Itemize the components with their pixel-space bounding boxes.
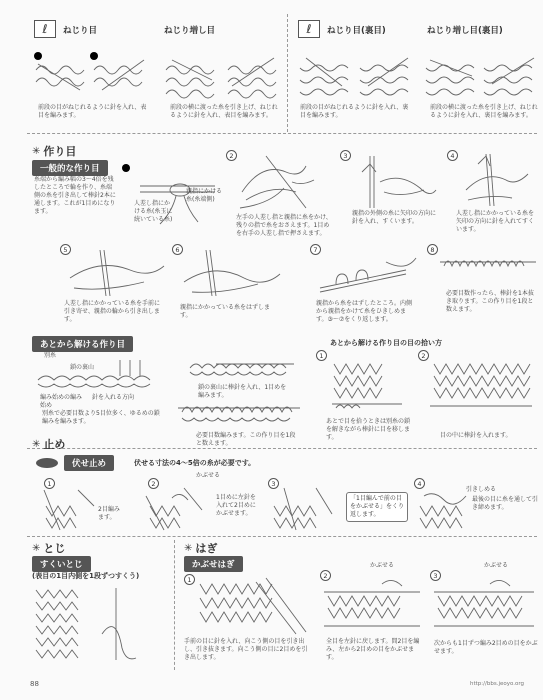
cast-on-step7-illustration (316, 248, 426, 298)
svg-text:2: 2 (92, 54, 96, 60)
long-tail-cast-on-label: 一般的な作り目 (32, 160, 108, 176)
bind-off-symbol-icon (36, 458, 58, 468)
star-icon: ✳ (32, 542, 41, 554)
twisted-increase-title: ねじり増し目 (164, 26, 216, 36)
bindoff-cover-caption: 1目めに左針を入れて2目めにかぶせます。 (216, 494, 256, 517)
provisional-step3-illustration (176, 398, 302, 428)
cast-on-step4-caption: 人差し指にかかっている糸を矢印の方向に針を入れてすくいます。 (456, 210, 535, 233)
twisted-stitch-illustration (32, 50, 150, 102)
step6-number: 6 (172, 244, 183, 255)
bind-off-heading-text: 止め (43, 438, 66, 451)
start-of-chain-label: 編み始めの編み始め (40, 394, 83, 409)
bindoff-step4-illustration (414, 490, 470, 536)
bindoff-step4-number: 4 (414, 478, 425, 489)
chain-back-bump-label: 鎖の裏山 (70, 364, 95, 371)
join-pass-over-label-1: かぶせる (370, 562, 395, 569)
svg-text:1: 1 (124, 166, 128, 172)
join-caption3: 次からも1目ずつ編み2目めの目をかぶせます。 (434, 640, 538, 655)
join-step1-illustration (196, 574, 312, 636)
join-step3-number: 3 (430, 570, 441, 581)
svg-text:1: 1 (36, 54, 40, 60)
cast-on-step5-caption: 人差し指にかかっている糸を手前に引き寄せ、親指の輪から引き出します。 (64, 300, 161, 323)
lower-divider (27, 536, 537, 537)
twisted-purl-increase-caption: 前段の横に渡った糸を引き上げ、ねじれるように針を入れ、裏目を編みます。 (430, 104, 538, 119)
bindoff-last-caption: 最後の目に糸を通して引き締めます。 (472, 496, 539, 511)
join-step2-illustration (322, 578, 422, 636)
bindoff-step2-illustration (144, 486, 204, 534)
cast-on-step3-illustration (350, 152, 440, 210)
cast-on-section-heading (32, 143, 76, 159)
join-pass-over-label-2: かぶせる (484, 562, 509, 569)
top-middle-divider (287, 14, 288, 132)
step3-number: 3 (340, 150, 351, 161)
twisted-purl-symbol-icon: ℓ (298, 20, 320, 38)
cast-on-step2-illustration (236, 152, 332, 212)
pickup-caption1: あとで目を拾うときは別糸の鎖を解きながら棒針に目を移します。 (326, 418, 411, 441)
join-section-heading (184, 540, 217, 556)
bindoff-knit2-caption: 2目編みます。 (98, 506, 120, 521)
page-number: 88 (30, 680, 39, 688)
provisional-step2-illustration (186, 344, 296, 384)
bindoff-tighten-label: 引きしめる (466, 486, 497, 493)
step5-number: 5 (60, 244, 71, 255)
seam-section-heading (32, 540, 65, 556)
cast-on-step4-illustration (456, 150, 536, 208)
twisted-purl-illustration (296, 50, 414, 102)
three-needle-bind-off-label: かぶせはぎ (184, 556, 243, 572)
pickup-step2-number: 2 (418, 350, 429, 361)
twisted-purl-caption: 前段の目がねじれるように針を入れ、裏目を編みます。 (300, 104, 409, 119)
twisted-stitch-caption: 前段の目がねじれるように針を入れ、表目を編みます。 (38, 104, 147, 119)
index-finger-yarn-label: 人差し指にかける糸(糸玉に続いている糸) (134, 200, 173, 223)
cast-on-step6-illustration (176, 248, 286, 298)
join-step3-illustration (432, 578, 536, 636)
twisted-increase-illustration (162, 50, 280, 102)
twisted-purl-increase-illustration (422, 50, 538, 102)
step4-number: 4 (447, 150, 458, 161)
middle-divider (27, 448, 537, 449)
twisted-stitch-symbol-icon: ℓ (34, 20, 56, 38)
provisional-caption1: 別糸で必要目数より5目位多く、ゆるめの鎖編みを編みます。 (42, 410, 160, 425)
cast-on-step1-caption: 糸端から編み幅の3〜4倍を残したところで輪を作り、糸端側の糸を引き出して棒針2本に通します。これが1目めになります。 (34, 176, 116, 215)
watermark-url: http://bbs.jeoyo.org (470, 681, 525, 687)
bindoff-step1-illustration (40, 486, 96, 534)
bindoff-step3-illustration (270, 486, 342, 534)
star-icon: ✳ (184, 542, 193, 554)
provisional-caption3: 必要目数編みます。この作り目を1段と数えます。 (196, 432, 296, 447)
cast-on-step8-caption: 必要目数作ったら、棒針を1本抜き取ります。この作り目を1段と数えます。 (446, 290, 534, 313)
pickup-step2-illustration (430, 354, 534, 416)
twisted-stitch-title: ねじり目 (63, 26, 98, 36)
bindoff-step3-number: 3 (268, 478, 279, 489)
bind-off-section-heading (32, 436, 65, 452)
join-step2-number: 2 (320, 570, 331, 581)
step8-number: 8 (427, 244, 438, 255)
twisted-purl-increase-title: ねじり増し目(裏目) (427, 26, 503, 36)
waste-yarn-label: 別糸 (44, 352, 57, 359)
bindoff-step1-number: 1 (44, 478, 55, 489)
seam-heading-text: とじ (43, 542, 66, 555)
top-divider (27, 133, 537, 134)
pickup-caption2: 目の中に棒針を入れます。 (440, 432, 512, 439)
needle-direction-label: 針を入れる方向 (92, 394, 135, 401)
pickup-step1-illustration (330, 354, 404, 416)
cast-on-step5-illustration (60, 248, 170, 298)
bind-off-method-label: 伏せ止め (64, 455, 114, 471)
pickup-step1-number: 1 (316, 350, 327, 361)
twisted-increase-caption: 前段の横に渡った糸を引き上げ、ねじれるように針を入れ、表目を編みます。 (170, 104, 278, 119)
provisional-caption2: 鎖の裏山に棒針を入れ、1目めを編みます。 (198, 384, 287, 399)
join-caption2: 全目を左針に戻します。間2目を編み、左から2目めの目をかぶせます。 (326, 638, 420, 661)
provisional-pickup-title: あとから解ける作り目の目の拾い方 (330, 339, 442, 347)
cast-on-heading-text: 作り目 (43, 145, 77, 158)
mattress-stitch-label: すくいとじ (32, 556, 91, 572)
cast-on-step2-caption: 左手の人差し指と親指に糸をかけ、残りの指で糸をおさえます。1目めを右手の人差し指で押さえます。 (236, 214, 332, 237)
cast-on-step3-caption: 親指の外側の糸に矢印の方向に針を入れ、すくいます。 (352, 210, 437, 225)
mattress-stitch-illustration (32, 584, 142, 664)
cast-on-step6-caption: 親指にかかっている糸をはずします。 (180, 304, 271, 319)
step2-number: 2 (226, 150, 237, 161)
bindoff-pass-over-label: かぶせる (196, 472, 221, 479)
join-step1-number: 1 (184, 574, 195, 585)
bindoff-repeat-caption: 「1目編んで前の目をかぶせる」をくり返します。 (346, 492, 408, 522)
cast-on-step7-caption: 親指から糸をはずしたところ。内側から親指をかけて糸をひきしめます。③〜⑦をくり返します。 (316, 300, 413, 323)
join-heading-text: はぎ (195, 542, 218, 555)
cast-on-step8-illustration (438, 252, 538, 274)
thumb-yarn-label: 親指にかける糸(糸端側) (186, 188, 223, 203)
step7-number: 7 (310, 244, 321, 255)
star-icon: ✳ (32, 438, 41, 450)
mattress-stitch-subtitle: (表目の1目内側を1段ずつすくう) (32, 572, 140, 580)
twisted-purl-title: ねじり目(裏目) (327, 26, 386, 36)
provisional-cast-on-label: あとから解ける作り目 (32, 336, 133, 352)
crochet-chain-illustration (34, 358, 160, 394)
bindoff-step2-number: 2 (148, 478, 159, 489)
star-icon: ✳ (32, 145, 41, 157)
lower-middle-divider (174, 540, 175, 670)
join-caption1: 手前の目に針を入れ、向こう側の目を引き出し、引き抜きます。向こう側の目に2目めを引き出します。 (184, 638, 308, 661)
bind-off-note: 伏せる寸法の4〜5倍の糸が必要です。 (134, 459, 256, 467)
